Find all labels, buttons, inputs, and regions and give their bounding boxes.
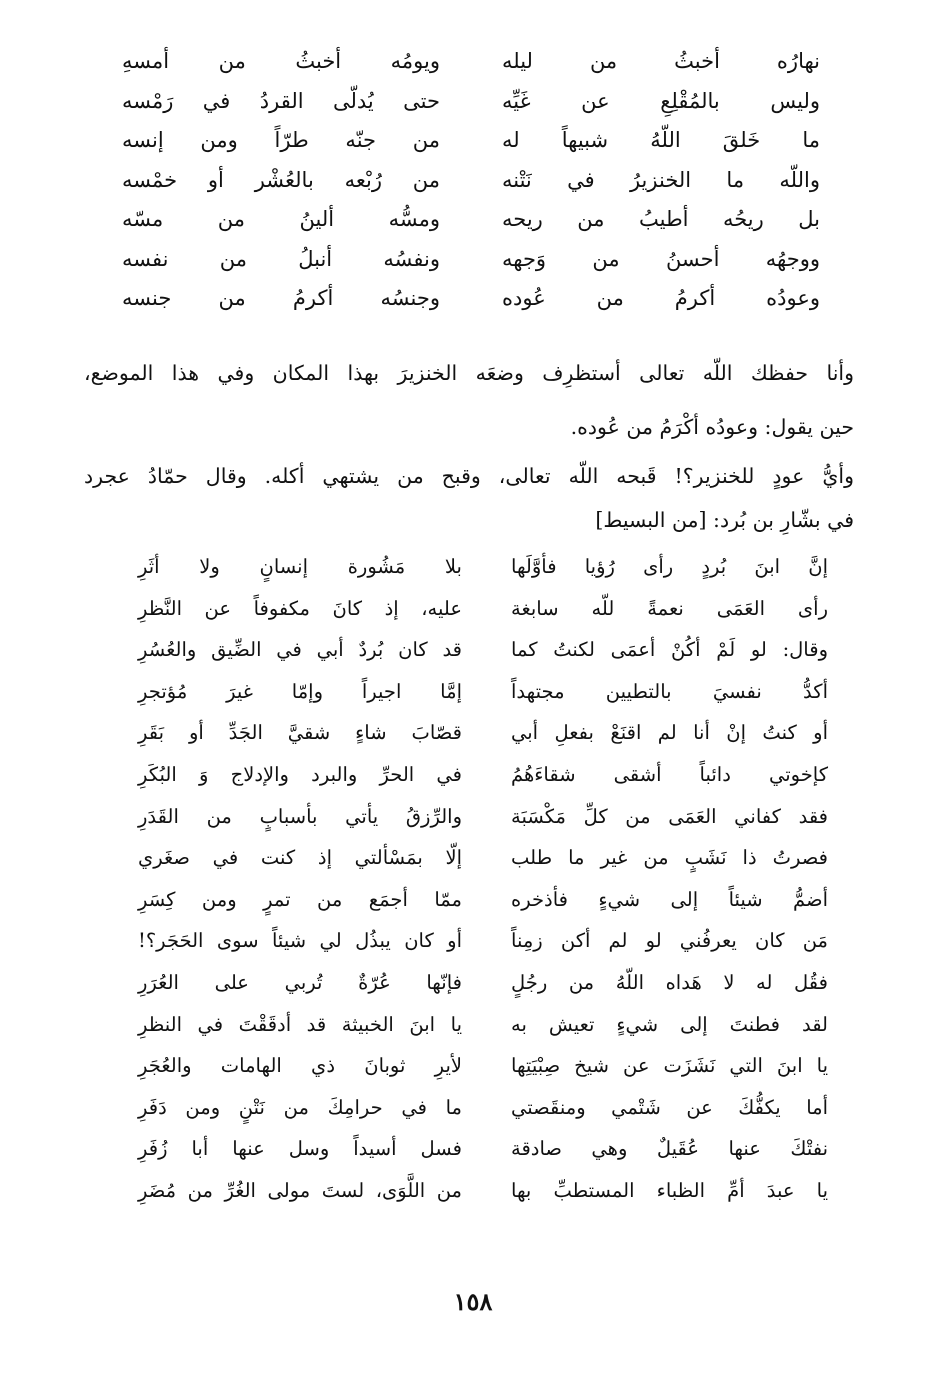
verse-right: أضمُّ شيئاً إلى شيءٍ فأذخره xyxy=(511,887,828,911)
verse-right: أكدُّ نفسيَ بالتطيين مجتهداً xyxy=(511,679,828,703)
verse-left: والرِّزقُ يأتي بأسبابٍ من القَدَرِ xyxy=(138,804,462,828)
verse-right: بل ريحُه أطيبُ من ريحه xyxy=(502,207,820,232)
verse-right: أو كنتُ إنْ أنا لم اقنَعْ بفعلِ أبي xyxy=(511,721,828,745)
verse-line xyxy=(120,279,820,319)
verse-right: يا ابنَ التي نَشَزَت عن شيخ صِبْيَتِها xyxy=(511,1054,828,1078)
verse-line xyxy=(138,879,828,921)
verse-right: فقد كفاني العَمَى من كلِّ مَكْسَبَة xyxy=(511,804,828,828)
verse-line xyxy=(120,82,820,122)
verse-left: إلّا بمَسْألتي إذ كنت في صغَري xyxy=(138,846,462,870)
verse-line xyxy=(138,588,828,630)
verse-right: مَن كان يعرفُني لو لم أكن زمِناً xyxy=(511,929,828,953)
verse-line xyxy=(138,837,828,879)
verse-line xyxy=(138,1170,828,1212)
prose-line: وأنا حفظك اللّه تعالى أستظرِف وضعَه الخنزيرَ بهذا المكان وفي هذا الموضع، xyxy=(84,361,854,385)
verse-left: ممّا أجمَع من تمرٍ ومن كِسَرِ xyxy=(138,887,462,911)
verse-line xyxy=(120,42,820,82)
verse-line xyxy=(138,754,828,796)
verse-right: وليس بالمُقْلِعِ عن غَيِّه xyxy=(502,88,820,113)
verse-right: فقُل له لا هَداه اللّهُ من رجُلٍ xyxy=(511,971,828,995)
verse-left: ويومُه أخبثُ من أمسهِ xyxy=(122,49,440,74)
verse-left: فإنّها عُرّةٌ تُربي على العُرَرِ xyxy=(138,971,462,995)
verse-line xyxy=(120,240,820,280)
verse-line xyxy=(138,1128,828,1170)
verse-left: وجنسُه أكرمُ من جنسه xyxy=(122,286,440,311)
verse-left: إمَّا اجيراً وإمّا غيرَ مُؤتجرِ xyxy=(138,679,462,703)
verse-right: إنَّ ابنَ بُردٍ رأى رُؤيا فأوَّلَها xyxy=(511,555,828,579)
verse-left: ما في حرامِكَ من نَتْنٍ ومن دَفَرِ xyxy=(138,1095,462,1119)
verse-left: من جنّه طرّاً ومن إنسه xyxy=(122,128,440,153)
verse-line xyxy=(138,546,828,588)
poem-section-2 xyxy=(138,546,828,1212)
verse-right: فصرتُ ذا نَشَبٍ من غير ما طلب xyxy=(511,846,828,870)
verse-left: ونفسُه أنبلُ من نفسه xyxy=(122,246,440,271)
verse-left: لأيرِ ثوبانَ ذي الهامات والعُجَرِ xyxy=(138,1054,462,1078)
verse-line xyxy=(120,200,820,240)
verse-left: قصّابَ شاءٍ شقيَّ الجَدِّ أو بَقَرِ xyxy=(138,721,462,745)
verse-left: حتى يُدلّى القردُ في رَمْسه xyxy=(122,88,440,113)
verse-left: أو كان يبذُل لي شيئاً سوى الحَجَر؟! xyxy=(138,929,462,953)
verse-left: فسل أسيداً وسل عنها أبا زُفَرِ xyxy=(138,1137,462,1161)
verse-line xyxy=(138,629,828,671)
prose-line: في بشّارِ بن بُرد: [من البسيط] xyxy=(595,508,854,532)
verse-line xyxy=(138,712,828,754)
verse-left: من اللَّوَى، لستَ مولى الغُرِّ من مُضَرِ xyxy=(138,1178,462,1202)
verse-left: ومسُّه ألينُ من مسّه xyxy=(122,207,440,232)
verse-line xyxy=(138,1087,828,1129)
verse-line xyxy=(138,1004,828,1046)
verse-line xyxy=(138,920,828,962)
verse-right: يا عبدَ أمِّ الظباء المستطبِّ بها xyxy=(511,1178,828,1202)
verse-right: ووجهُه أحسنُ من وَجهه xyxy=(502,246,820,271)
verse-right: رأى العَمَى نعمةً للّه سابغة xyxy=(511,596,828,620)
verse-line xyxy=(120,161,820,201)
verse-right: لقد فطنتَ إلى شيءٍ تعيش به xyxy=(511,1012,828,1036)
verse-line xyxy=(138,1045,828,1087)
verse-right: واللّه ما الخنزيرُ في نَتْنه xyxy=(502,167,820,192)
verse-right: أما يكفُّكَ عن شَتْمي ومنقَصتي xyxy=(511,1095,828,1119)
verse-left: بلا مَشُورة إنسانٍ ولا أثَرِ xyxy=(138,555,462,579)
verse-left: في الحرِّ والبرد والإدلاج وَ البُكَرِ xyxy=(138,763,462,787)
verse-left: يا ابنَ الخبيثة قد أدقَقْتَ في النظرِ xyxy=(138,1012,462,1036)
prose-line: حين يقول: وعودُه أكْرَمُ من عُوده. xyxy=(570,415,854,439)
verse-line xyxy=(138,962,828,1004)
verse-right: كإخوتي دائباً أشقى شقاءَهُمُ xyxy=(511,763,828,787)
page-number: ١٥٨ xyxy=(453,1287,493,1316)
verse-line xyxy=(120,121,820,161)
verse-line xyxy=(138,671,828,713)
verse-left: من رُبْعه بالعُشْر أو خمْسه xyxy=(122,167,440,192)
verse-right: نفتْكَ عنها عُقَيلٌ وهي صادقة xyxy=(511,1137,828,1161)
verse-right: وعودُه أكرمُ من عُوده xyxy=(502,286,820,311)
verse-left: قد كان بُردٌ أبي في الضِّيق والعُسُرِ xyxy=(138,638,462,662)
verse-right: ما خَلقَ اللّهُ شبيهاً له xyxy=(502,128,820,153)
verse-line xyxy=(138,796,828,838)
verse-right: نهارُه أخبثُ من ليله xyxy=(502,49,820,74)
poem-section-1 xyxy=(120,42,820,319)
verse-right: وقال: لو لَمْ أكُنْ أعمَى لكنتُ كما xyxy=(511,638,828,662)
prose-line: وأيُّ عودٍ للخنزير؟! قَبحه اللّه تعالى، وقبح من يشتهي أكله. وقال حمّادُ عجرد xyxy=(84,464,854,488)
verse-left: عليه، إذ كانَ مكفوفاً عن النَّظرِ xyxy=(138,596,462,620)
